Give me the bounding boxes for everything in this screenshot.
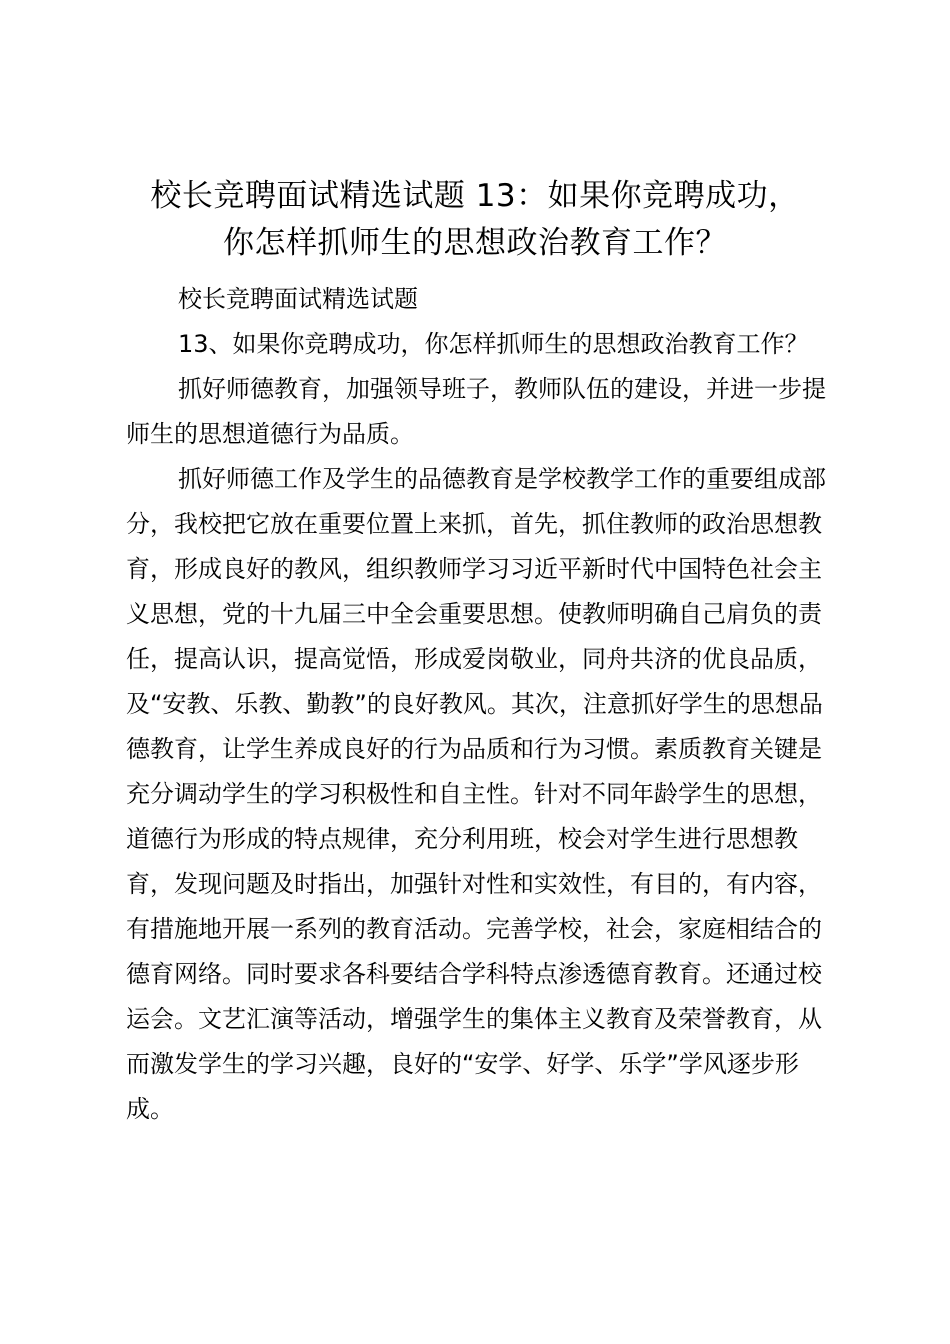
title-line-1: 校长竞聘面试精选试题 13：如果你竞聘成功，	[150, 178, 800, 214]
title-line-2: 你怎样抓师生的思想政治教育工作？	[223, 225, 727, 261]
paragraph-2: 抓好师德工作及学生的品德教育是学校教学工作的重要组成部分，我校把它放在重要位置上来抓，首先，抓住教师的政治思想教育，形成良好的教风，组织教师学习习近平新时代中国特色社会主义思想，党的十九届三中全会重要思想。使教师明确自己肩负的责任，提高认识，提高觉悟，形成爱岗敬业，同舟共济的优良品质，及“安教、乐教、勤教”的良好教风。其次，注意抓好学生的思想品德教育，让学生养成良好的行为品质和行为习惯。素质教育关键是充分调动学生的学习积极性和自主性。针对不同年龄学生的思想，道德行为形成的特点规律，充分利用班，校会对学生进行思想教育，发现问题及时指出，加强针对性和实效性，有目的，有内容，有措施地开展一系列的教育活动。完善学校，社会，家庭相结合的德育网络。同时要求各科要结合学科特点渗透德育教育。还通过校运会。文艺汇演等活动，增强学生的集体主义教育及荣誉教育，从而激发学生的学习兴趣，良好的“安学、好学、乐学”学风逐步形成。	[126, 465, 826, 1123]
question-line: 13、如果你竞聘成功，你怎样抓师生的思想政治教育工作？	[178, 330, 809, 358]
document-body	[126, 277, 836, 1132]
paragraph-1: 抓好师德教育，加强领导班子，教师队伍的建设，并进一步提师生的思想道德行为品质。	[126, 375, 826, 448]
document-title	[100, 173, 850, 267]
subtitle: 校长竞聘面试精选试题	[178, 285, 418, 313]
